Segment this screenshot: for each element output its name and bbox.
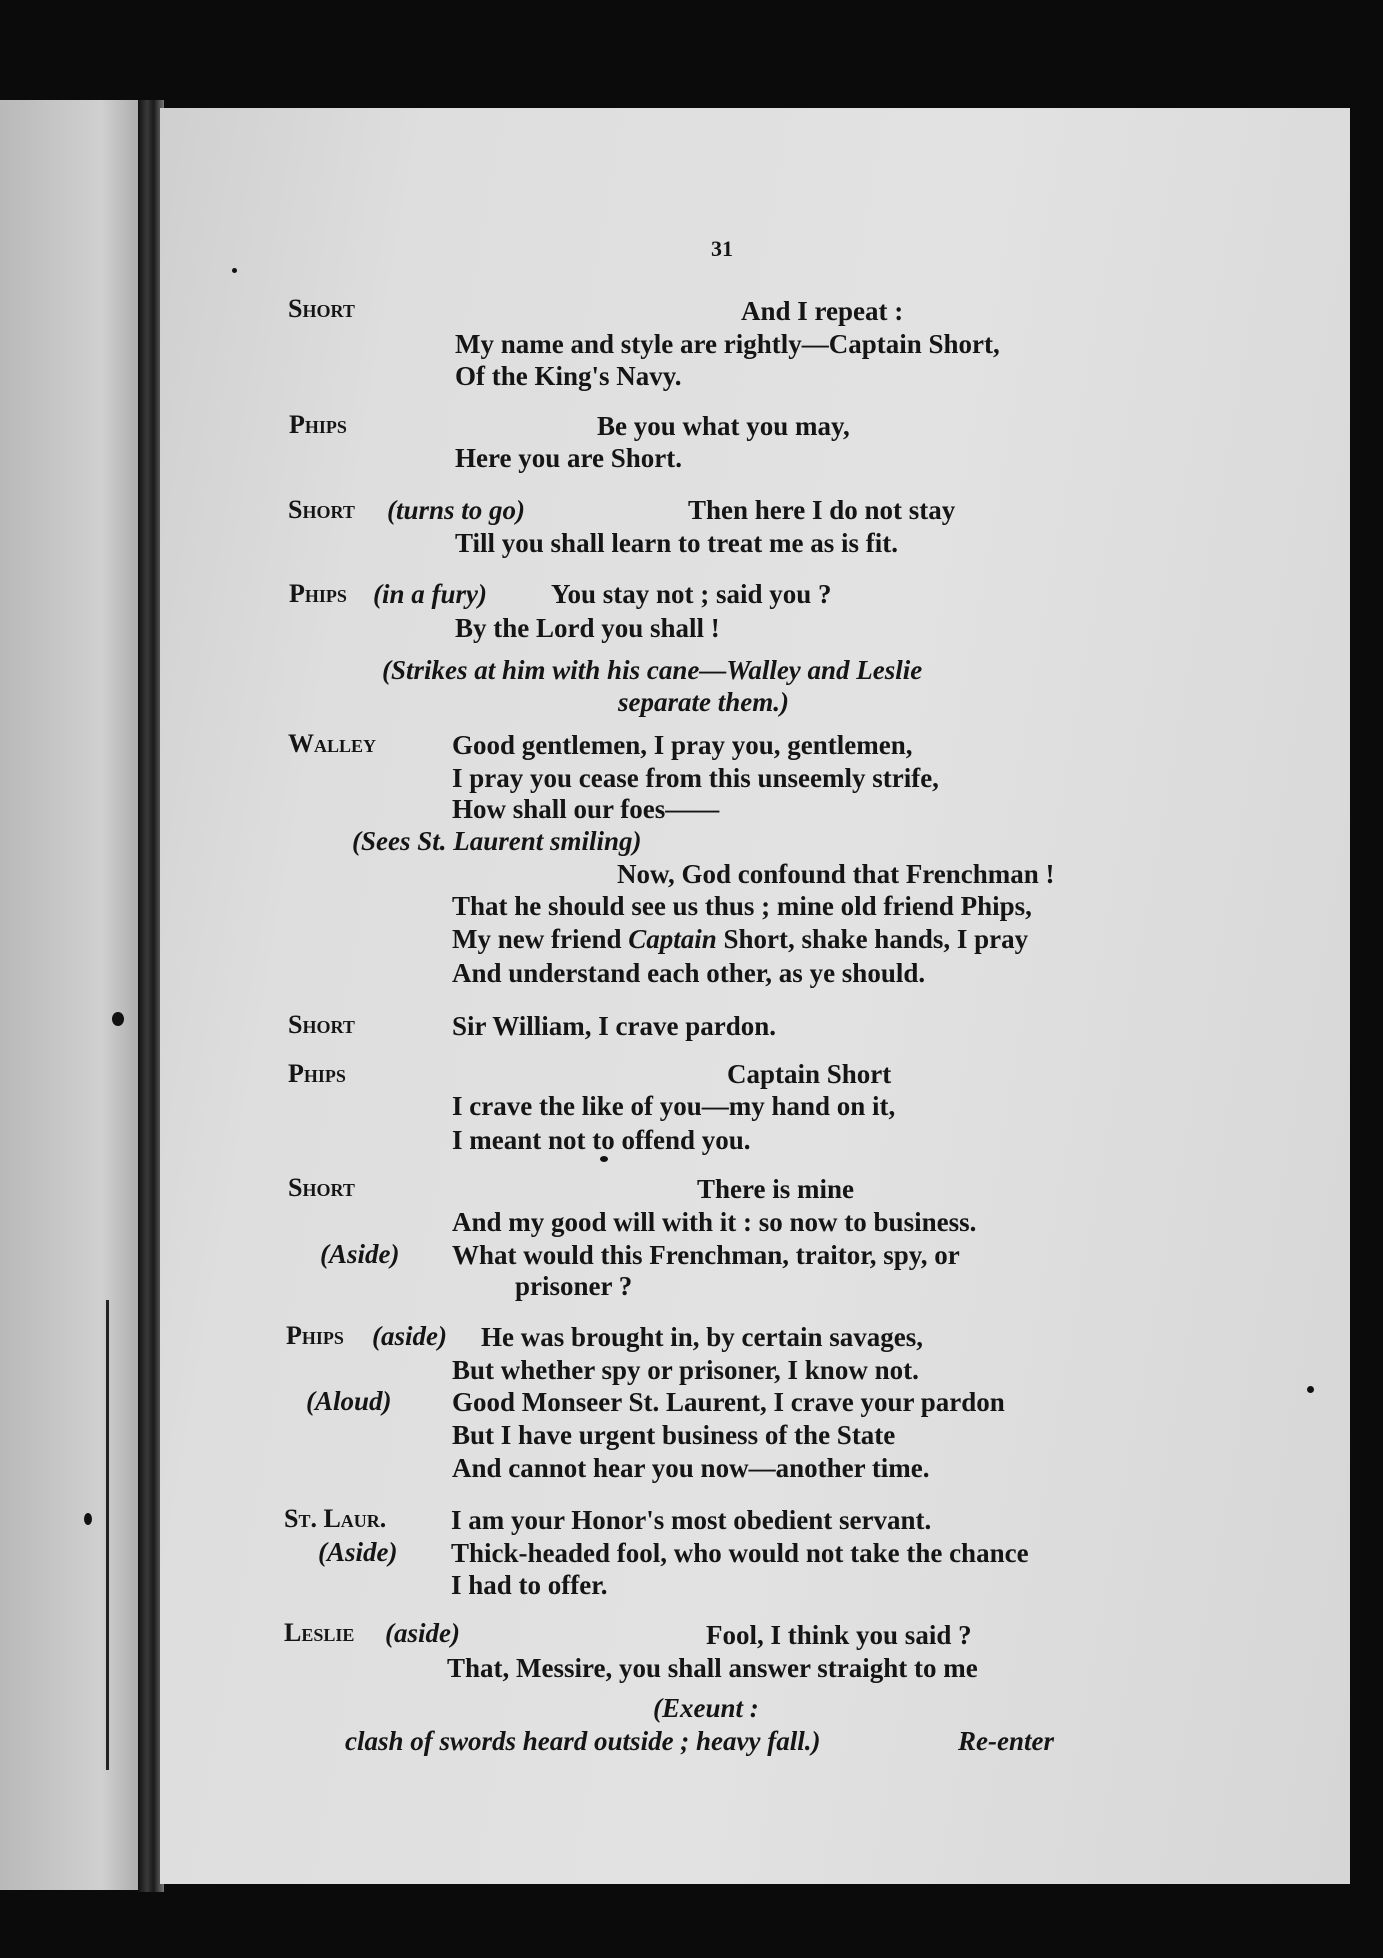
dialogue-line: How shall our foes—— — [452, 794, 720, 824]
dialogue-line: You stay not ; said you ? — [551, 579, 832, 609]
speaker-short: Short — [288, 1010, 355, 1039]
stage-direction: (Exeunt : — [653, 1693, 759, 1723]
dialogue-line: Fool, I think you said ? — [706, 1620, 972, 1650]
speaker-phips: Phips — [288, 1059, 346, 1088]
dialogue-line: Thick-headed fool, who would not take the chance — [451, 1538, 1029, 1568]
dialogue-line: I am your Honor's most obedient servant. — [451, 1505, 932, 1535]
dialogue-line: I pray you cease from this unseemly strife, — [452, 763, 939, 793]
page-number: 31 — [711, 236, 733, 261]
print-speck — [112, 1012, 124, 1026]
dialogue-line: That he should see us thus ; mine old friend Phips, — [452, 891, 1032, 921]
dialogue-line: What would this Frenchman, traitor, spy, or — [452, 1240, 960, 1270]
stage-direction: clash of swords heard outside ; heavy fall.) — [345, 1726, 821, 1756]
dialogue-line: There is mine — [697, 1174, 854, 1204]
dialogue-line: But whether spy or prisoner, I know not. — [452, 1355, 919, 1385]
dialogue-line: Good gentlemen, I pray you, gentlemen, — [452, 730, 913, 760]
previous-page-edge — [0, 100, 145, 1890]
speaker-phips: Phips — [289, 579, 347, 608]
dialogue-line: Till you shall learn to treat me as is fit. — [455, 528, 898, 558]
print-speck — [1307, 1386, 1314, 1393]
speaker-short: Short — [288, 1173, 355, 1202]
dialogue-line: That, Messire, you shall answer straight to me — [447, 1653, 978, 1683]
dialogue-line: Sir William, I crave pardon. — [452, 1011, 777, 1041]
dialogue-line: I crave the like of you—my hand on it, — [452, 1091, 896, 1121]
dialogue-line: Good Monseer St. Laurent, I crave your pardon — [452, 1387, 1005, 1417]
dialogue-emphasis: Captain — [628, 924, 717, 954]
stage-direction: (Aside) — [320, 1239, 400, 1269]
dialogue-fragment: My new friend — [452, 924, 622, 954]
dialogue-line: But I have urgent business of the State — [452, 1420, 896, 1450]
dialogue-line — [452, 923, 1028, 955]
dialogue-line: Then here I do not stay — [688, 495, 956, 525]
dialogue-line: And my good will with it : so now to business. — [452, 1207, 977, 1237]
dialogue-line: Of the King's Navy. — [455, 361, 682, 391]
stage-direction: (in a fury) — [373, 579, 487, 609]
speaker-walley: Walley — [288, 729, 377, 758]
dialogue-line: Now, God confound that Frenchman ! — [617, 859, 1055, 889]
speaker-phips: Phips — [289, 410, 347, 439]
stage-direction: (aside) — [385, 1618, 460, 1648]
stage-direction: (Sees St. Laurent smiling) — [352, 826, 642, 856]
dialogue-line: And cannot hear you now—another time. — [452, 1453, 930, 1483]
dialogue-line: Be you what you may, — [597, 411, 850, 441]
dialogue-line: He was brought in, by certain savages, — [481, 1322, 924, 1352]
dialogue-line: And I repeat : — [741, 296, 904, 326]
dialogue-line: I had to offer. — [451, 1570, 608, 1600]
print-speck — [232, 268, 237, 273]
stage-direction: (turns to go) — [387, 495, 526, 525]
speaker-leslie: Leslie — [284, 1618, 355, 1647]
dialogue-line: By the Lord you shall ! — [455, 613, 720, 643]
print-speck — [84, 1513, 92, 1525]
speaker-phips: Phips — [286, 1321, 344, 1350]
dialogue-line: Captain Short — [727, 1059, 892, 1089]
dialogue-line: prisoner ? — [515, 1271, 633, 1301]
stage-direction: Re-enter — [958, 1726, 1054, 1756]
dialogue-line: I meant not to offend you. — [452, 1125, 751, 1155]
dialogue-line: Here you are Short. — [455, 443, 682, 473]
stage-direction: separate them.) — [618, 687, 789, 717]
speaker-short: Short — [288, 294, 355, 323]
print-speck — [600, 1156, 608, 1162]
stage-direction: (Aside) — [318, 1537, 398, 1567]
speaker-short: Short — [288, 495, 355, 524]
dialogue-line: And understand each other, as ye should. — [452, 958, 926, 988]
margin-mark — [106, 1300, 109, 1770]
stage-direction: (Aloud) — [306, 1386, 392, 1416]
dialogue-fragment: Short, shake hands, I pray — [723, 924, 1029, 954]
stage-direction: (aside) — [372, 1321, 447, 1351]
dialogue-line: My name and style are rightly—Captain Short, — [455, 329, 1000, 359]
stage-direction: (Strikes at him with his cane—Walley and Leslie — [382, 655, 923, 685]
speaker-st-laur: St. Laur. — [284, 1504, 387, 1533]
